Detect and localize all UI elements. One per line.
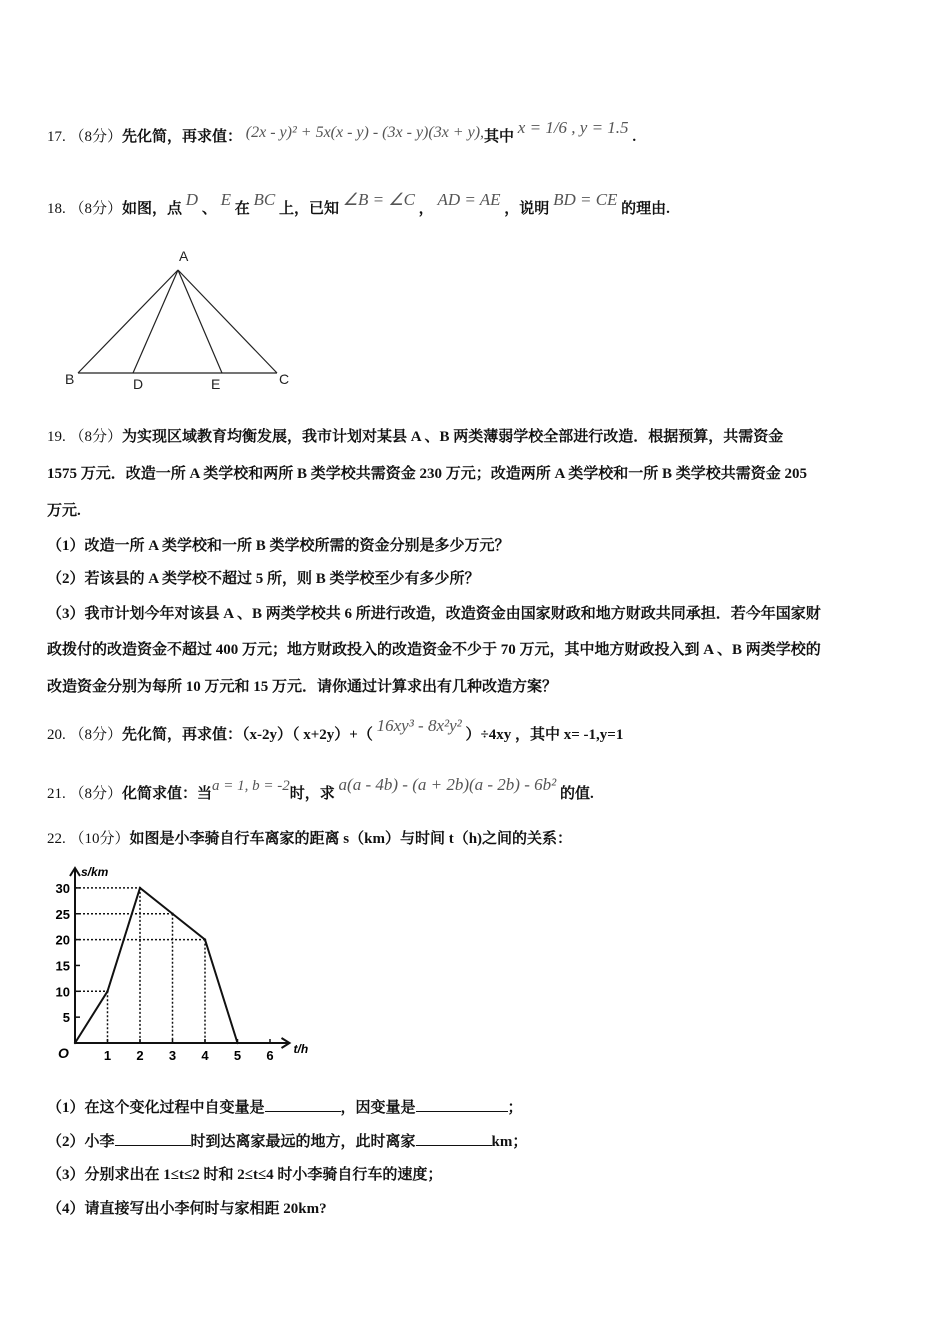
question-number: 22. [47,831,66,847]
text: 如图，点 [122,201,183,217]
data-point [139,887,141,889]
where-label: 其中 [484,129,515,145]
x-tick-label: 1 [103,1048,112,1063]
vertex-d-label: D [133,376,144,392]
math-e: E [220,190,231,209]
vertex-a-label: A [179,248,189,264]
vertex-e-label: E [211,376,221,392]
y-tick-label: 5 [62,1010,70,1026]
q19-part-3-cont: 政拨付的改造资金不超过 400 万元；地方财政投入的改造资金不少于 70 万元，其中地方财政投入到 A 、B 两类学校的 [47,642,821,658]
score: （8分） [69,786,123,802]
y-tick-label: 15 [55,958,70,974]
q19-part-3-cont: 改造资金分别为每所 10 万元和 15 万元．请你通过计算求出有几种改造方案？ [47,679,558,695]
q19-line-2: 1575 万元．改造一所 A 类学校和两所 B 类学校共需资金 230 万元；改造两所 A 类学校和一所 B 类学校共需资金 205 [47,466,808,482]
vertex-b-label: B [65,371,75,387]
answer-blank[interactable] [416,1097,508,1112]
expression: (2x - y)² + 5x(x - y) - (3x - y)(3x + y), [245,124,485,141]
question-18 [47,190,670,219]
q19-line-3: 万元. [47,503,81,519]
distance-time-chart [40,860,320,1070]
vertex-c-label: C [279,371,290,387]
q22-part-3: （3）分别求出在 1≤t≤2 时和 2≤t≤4 时小李骑自行车的速度； [47,1167,443,1183]
score: （8分） [69,429,123,445]
score: （8分） [69,129,123,145]
text: 时，求 [289,786,335,802]
question-21 [47,775,594,804]
condition-sides: AD = AE [437,190,501,209]
text: 先化简，再求值：（x-2y）（ x+2y）+（ [122,727,373,743]
x-tick-label: 2 [136,1048,144,1063]
answer-blank[interactable] [416,1131,492,1146]
q19-part-1: （1）改造一所 A 类学校和一所 B 类学校所需的资金分别是多少万元？ [47,538,510,554]
question-17 [47,118,637,147]
condition-angles: ∠B = ∠C [342,190,415,209]
expression: a(a - 4b) - (a + 2b)(a - 2b) - 6b² [338,775,557,794]
instruction: 先化简，再求值： [122,129,243,145]
data-point [204,938,206,940]
score: （8分） [69,727,123,743]
text: ）÷4xy ，其中 x= -1,y=1 [465,727,624,743]
text: 为实现区域教育均衡发展，我市计划对某县 A 、B 两类薄弱学校全部进行改造．根据预算，共需资金 [122,429,784,445]
y-tick-label: 10 [55,984,70,1000]
data-point [236,1042,238,1044]
text: 的值. [559,786,594,802]
text: （2）小李 [47,1134,115,1150]
question-number: 17. [47,129,66,145]
x-axis-label: t/h [293,1042,309,1056]
text: 在 [234,201,250,217]
math-d: D [185,190,199,209]
triangle-figure [60,245,300,395]
question-number: 18. [47,201,66,217]
condition: a = 1, b = -2 [212,778,290,794]
data-point [106,990,108,992]
data-point [74,1042,76,1044]
expression: 16xy³ - 8x²y² [376,716,462,735]
question-20 [47,716,624,745]
y-tick-label: 25 [55,906,70,922]
data-point [171,913,173,915]
goal: BD = CE [553,190,618,209]
question-19 [47,427,783,447]
question-number: 19. [47,429,66,445]
text: ； [507,1100,523,1116]
text: 如图是小李骑自行车离家的距离 s（km）与时间 t（h)之间的关系： [129,831,573,847]
q22-part-2 [47,1131,527,1152]
score: （8分） [69,201,123,217]
score: （10分） [69,831,130,847]
text: 化简求值：当 [122,786,213,802]
text: 、 [201,201,217,217]
period: . [632,129,637,145]
answer-blank[interactable] [265,1097,341,1112]
text: km； [491,1134,528,1150]
answer-blank[interactable] [115,1131,191,1146]
x-tick-label: 5 [233,1048,242,1063]
x-tick-label: 3 [168,1048,177,1063]
text: ，说明 [504,201,550,217]
y-tick-label: 30 [55,880,70,896]
question-number: 20. [47,727,66,743]
question-number: 21. [47,786,66,802]
question-22 [47,829,572,849]
origin-label: O [58,1045,69,1061]
x-tick-label: 6 [266,1048,274,1063]
q22-part-1 [47,1097,523,1118]
x-tick-label: 4 [201,1048,209,1063]
distance-line [75,888,238,1043]
q19-part-2: （2）若该县的 A 类学校不超过 5 所，则 B 类学校至少有多少所？ [47,571,480,587]
q19-part-3: （3）我市计划今年对该县 A 、B 两类学校共 6 所进行改造，改造资金由国家财政和地方财政共同承担．若今年国家财 [47,606,821,622]
text: ，因变量是 [340,1100,416,1116]
y-tick-label: 20 [55,932,70,948]
text: 上，已知 [278,201,339,217]
condition: x = 1/6 , y = 1.5 [517,118,629,137]
y-axis-label: s/km [81,865,109,879]
text: （1）在这个变化过程中自变量是 [47,1100,265,1116]
math-bc: BC [253,190,276,209]
q22-part-4: （4）请直接写出小李何时与家相距 20km? [47,1201,327,1217]
text: 的理由. [621,201,670,217]
text: 时到达离家最远的地方，此时离家 [190,1134,416,1150]
text: ， [418,201,434,217]
